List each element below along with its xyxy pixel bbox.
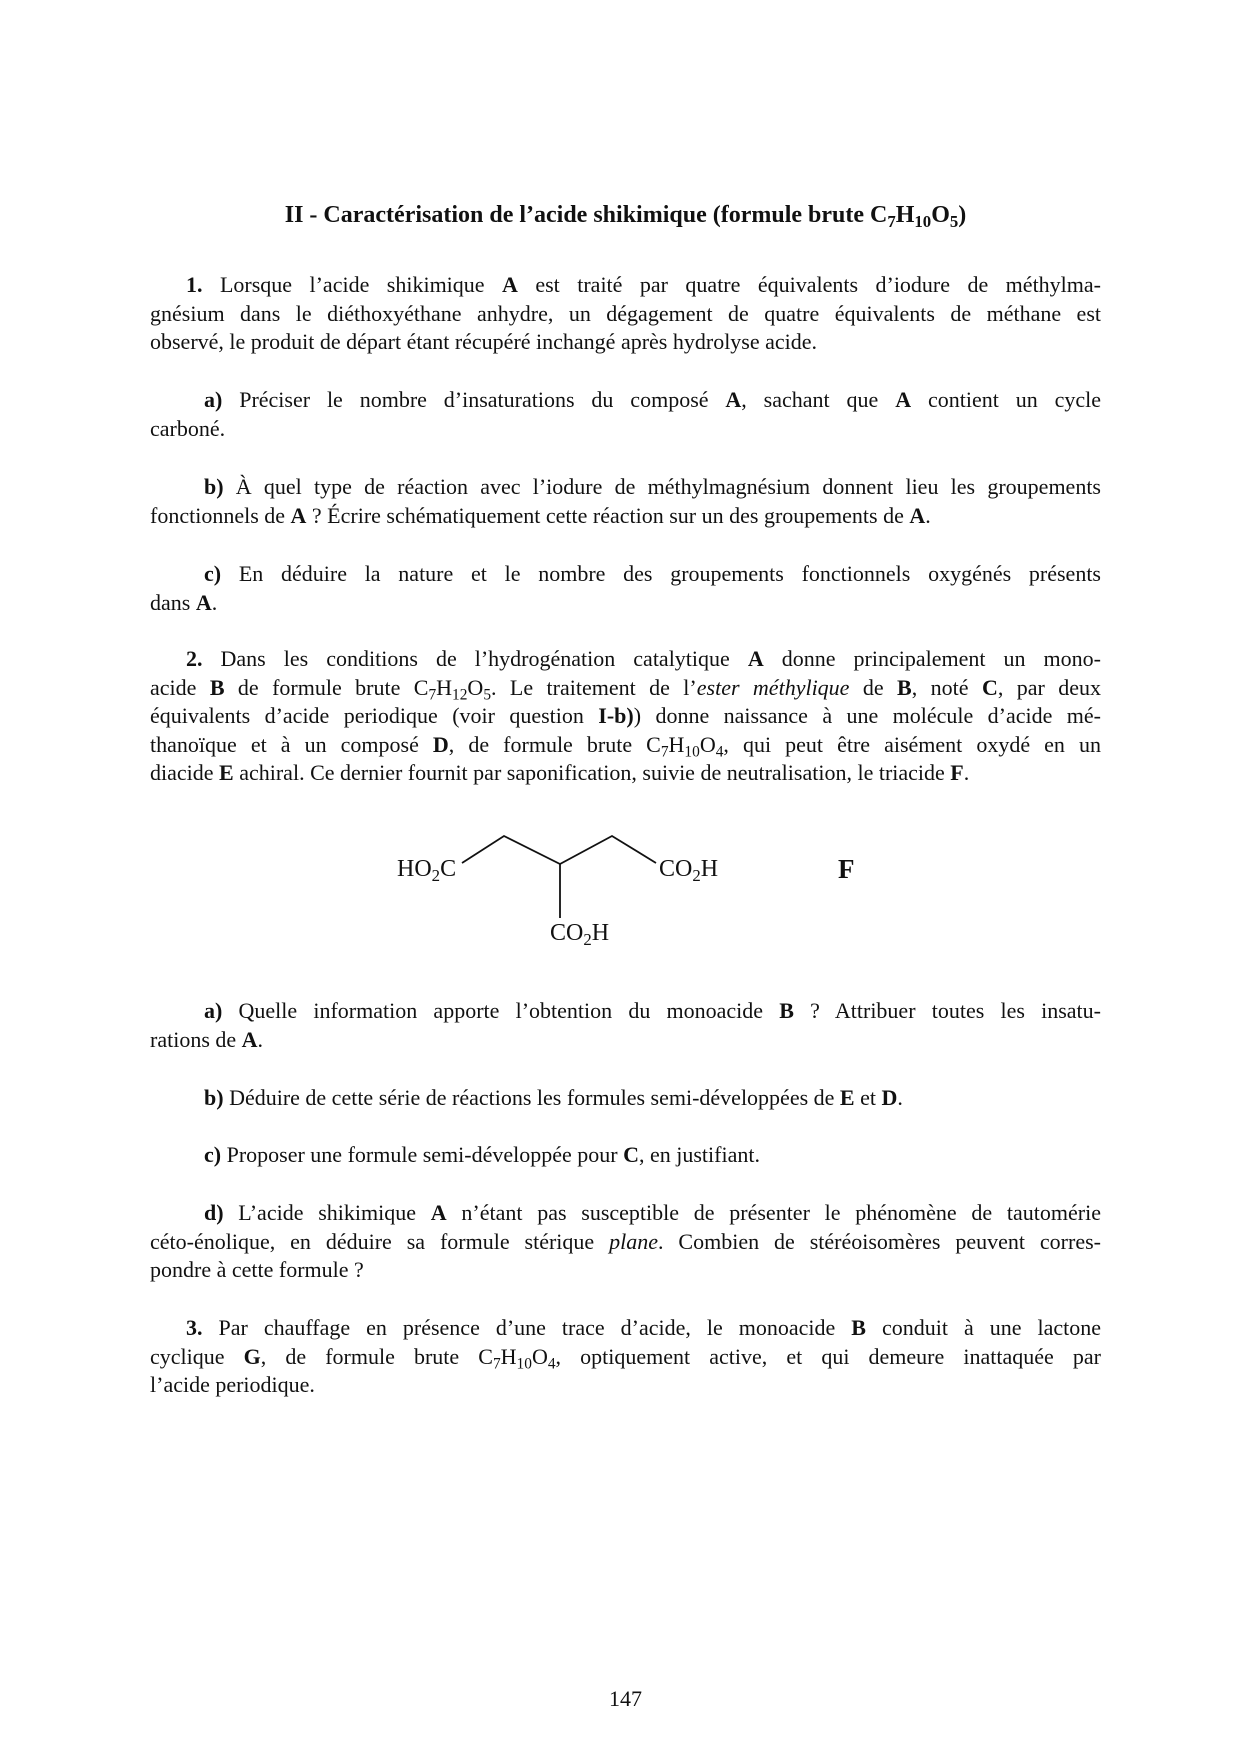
question-2c — [150, 1141, 1101, 1170]
italic-term: plane — [609, 1228, 658, 1254]
text-run: cyclique — [150, 1343, 244, 1369]
text-run: . — [897, 1085, 903, 1110]
bold-term: ) — [958, 202, 967, 228]
text-run: pondre à cette formule ? — [150, 1257, 364, 1282]
text-run: thanoïque et à un composé — [150, 731, 433, 757]
text-line — [150, 997, 1101, 1026]
text-run: de formule brute C — [224, 674, 429, 700]
bold-term: E — [839, 1085, 855, 1110]
bold-term: B — [209, 674, 225, 700]
bold-term: H — [895, 202, 915, 228]
bold-term: C — [623, 1142, 639, 1167]
bold-term: D — [881, 1085, 898, 1110]
text-run: acide — [150, 674, 210, 700]
text-run: CO — [659, 856, 693, 882]
bold-term: A — [747, 646, 764, 671]
text-run: carboné. — [150, 415, 226, 441]
subscript: 5 — [949, 212, 959, 232]
text-run: Dans les conditions de l’hydrogénation catalytique — [202, 646, 748, 671]
text-run: O — [531, 1343, 548, 1369]
carboxyl-right-label — [659, 855, 719, 886]
subscript: 7 — [492, 1355, 501, 1373]
text-run: ? Écrire schématiquement cette réaction sur un des groupements de — [306, 502, 910, 528]
subscript: 5 — [483, 686, 492, 704]
bold-term: O — [931, 202, 950, 228]
text-run: diacide — [150, 760, 220, 785]
text-line — [150, 1199, 1101, 1228]
subscript: 10 — [684, 743, 700, 761]
bold-term: G — [243, 1343, 261, 1369]
text-line — [150, 1256, 1101, 1285]
text-line — [150, 731, 1101, 760]
text-line — [150, 674, 1101, 703]
bold-term: A — [502, 272, 518, 297]
bold-term: D — [432, 731, 449, 757]
subscript: 2 — [692, 866, 701, 886]
text-line — [150, 300, 1101, 329]
text-run: H — [668, 731, 685, 757]
text-line — [150, 502, 1101, 531]
text-run: O — [699, 731, 716, 757]
text-run: O — [467, 674, 484, 700]
bold-term: A — [241, 1026, 258, 1052]
text-line — [150, 271, 1101, 300]
subscript: 2 — [583, 930, 592, 950]
text-run: ? Attribuer toutes les insatu- — [793, 998, 1101, 1023]
subscript: 12 — [452, 686, 468, 704]
subscript: 10 — [914, 212, 932, 232]
text-run: gnésium dans le diéthoxyéthane anhydre, un dégagement de quatre équivalents de méthane est — [150, 300, 1101, 326]
bold-term: I-b) — [598, 703, 634, 728]
compound-label: F — [838, 854, 855, 884]
text-run: H — [500, 1343, 517, 1369]
text-run: , qui peut être aisément oxydé en un — [723, 731, 1101, 757]
text-line — [150, 1343, 1101, 1372]
text-line — [150, 1084, 1101, 1113]
text-line — [150, 702, 1101, 731]
bold-term: A — [195, 589, 212, 615]
text-line — [150, 1026, 1101, 1055]
bold-term: II - Caractérisation de l’acide shikimique (formule brute C — [284, 202, 888, 228]
carboxyl-bottom-label — [550, 919, 610, 950]
text-run: Déduire de cette série de réactions les formules semi-développées de — [223, 1085, 840, 1110]
bold-term: 3. — [186, 1315, 203, 1340]
italic-term: ester méthylique — [696, 674, 850, 700]
text-run: dans — [150, 589, 196, 615]
text-run: . — [963, 760, 970, 785]
subscript: 4 — [715, 743, 724, 761]
text-run: Quelle information apporte l’obtention du monoacide — [222, 998, 780, 1023]
text-run: contient un cycle — [911, 387, 1101, 412]
text-run: Par chauffage en présence d’une trace d’acide, le monoacide — [202, 1315, 852, 1340]
text-run: donne principalement un mono- — [763, 646, 1101, 671]
text-run: céto-énolique, en déduire sa formule stérique — [150, 1228, 610, 1254]
question-1 — [150, 271, 1101, 357]
text-run: H — [591, 920, 610, 946]
subscript: 2 — [431, 866, 441, 886]
section-title — [150, 200, 1101, 230]
bold-term: d) — [204, 1200, 224, 1225]
text-run: observé, le produit de départ étant récupéré inchangé après hydrolyse acide. — [150, 329, 818, 354]
bold-term: c) — [204, 1142, 222, 1167]
text-line — [150, 560, 1101, 589]
subscript: 4 — [547, 1355, 556, 1373]
text-run: HO — [397, 856, 432, 882]
carbon-chain-bonds — [462, 836, 656, 864]
triacid-structure-figure — [0, 800, 1240, 970]
subscript: 10 — [516, 1355, 532, 1373]
question-2 — [150, 645, 1101, 788]
text-run: n’étant pas susceptible de présenter le phénomène de tautomérie — [446, 1200, 1101, 1225]
text-run: Proposer une formule semi-développée pour — [221, 1142, 624, 1167]
text-run: , par deux — [997, 674, 1102, 700]
bold-term: A — [290, 502, 307, 528]
text-run: . — [257, 1026, 264, 1052]
bold-term: 1. — [186, 272, 203, 297]
text-run: H — [436, 674, 453, 700]
text-line — [150, 1228, 1101, 1257]
bold-term: c) — [204, 561, 222, 586]
text-run: . — [925, 502, 931, 528]
subscript: 7 — [660, 743, 669, 761]
bold-term: A — [909, 502, 926, 528]
bold-term: B — [851, 1315, 866, 1340]
bold-term: A — [895, 387, 912, 412]
text-run: . Combien de stéréoisomères peuvent corres- — [658, 1228, 1101, 1254]
text-run: L’acide shikimique — [223, 1200, 431, 1225]
bold-term: F — [950, 760, 964, 785]
subscript: 7 — [428, 686, 437, 704]
text-run: En déduire la nature et le nombre des groupements fonctionnels oxygénés présents — [221, 561, 1101, 586]
text-run: À quel type de réaction avec l’iodure de méthylmagnésium donnent lieu les groupements — [223, 474, 1101, 499]
text-line — [150, 645, 1101, 674]
text-run: , noté — [911, 674, 982, 700]
text-run: de — [849, 674, 898, 700]
question-2d — [150, 1199, 1101, 1285]
text-run: , optiquement active, et qui demeure inattaquée par — [555, 1343, 1101, 1369]
text-run: conduit à une lactone — [865, 1315, 1101, 1340]
text-run: rations de — [150, 1026, 242, 1052]
text-line — [150, 415, 1101, 444]
bold-term: A — [430, 1200, 447, 1225]
question-1b — [150, 473, 1101, 530]
text-run: , en justifiant. — [638, 1142, 760, 1167]
bold-term: b) — [204, 1085, 224, 1110]
question-3 — [150, 1314, 1101, 1400]
text-line — [150, 589, 1101, 618]
text-run: H — [700, 856, 719, 882]
text-run: équivalents d’acide periodique (voir question — [150, 703, 599, 728]
subscript: 7 — [887, 212, 896, 232]
text-line — [150, 1371, 1101, 1400]
text-run: , de formule brute C — [260, 1343, 493, 1369]
bold-term: B — [779, 998, 794, 1023]
bold-term: A — [725, 387, 742, 412]
text-run: C — [440, 856, 457, 882]
text-run: , sachant que — [741, 387, 896, 412]
text-line — [150, 386, 1101, 415]
text-run: est traité par quatre équivalents d’iodure de méthylma- — [517, 272, 1101, 297]
question-1a — [150, 386, 1101, 443]
text-run: ) donne naissance à une molécule d’acide mé- — [633, 703, 1101, 728]
question-1c — [150, 560, 1101, 617]
text-run: Préciser le nombre d’insaturations du composé — [222, 387, 726, 412]
text-run: CO — [550, 920, 584, 946]
bold-term: a) — [204, 387, 223, 412]
bold-term: a) — [204, 998, 223, 1023]
text-run: fonctionnels de — [150, 502, 291, 528]
text-run: Lorsque l’acide shikimique — [202, 272, 503, 297]
bold-term: b) — [204, 474, 224, 499]
text-run: . Le traitement de l’ — [491, 674, 697, 700]
question-2a — [150, 997, 1101, 1054]
bold-term: 2. — [186, 646, 203, 671]
carboxyl-left-label — [397, 855, 457, 886]
bold-term: E — [219, 760, 234, 785]
text-run: , de formule brute C — [448, 731, 661, 757]
text-run: et — [854, 1085, 882, 1110]
text-run: l’acide periodique. — [150, 1372, 315, 1397]
text-run: . — [211, 589, 218, 615]
text-line — [150, 1314, 1101, 1343]
page-number: 147 — [609, 1686, 642, 1711]
text-line — [150, 328, 1101, 357]
bold-term: B — [897, 674, 912, 700]
text-run: achiral. Ce dernier fournit par saponification, suivie de neutralisation, le triacide — [233, 760, 951, 785]
bold-term: C — [981, 674, 998, 700]
text-line — [150, 1141, 1101, 1170]
text-line — [150, 473, 1101, 502]
question-2b — [150, 1084, 1101, 1113]
text-line — [150, 759, 1101, 788]
